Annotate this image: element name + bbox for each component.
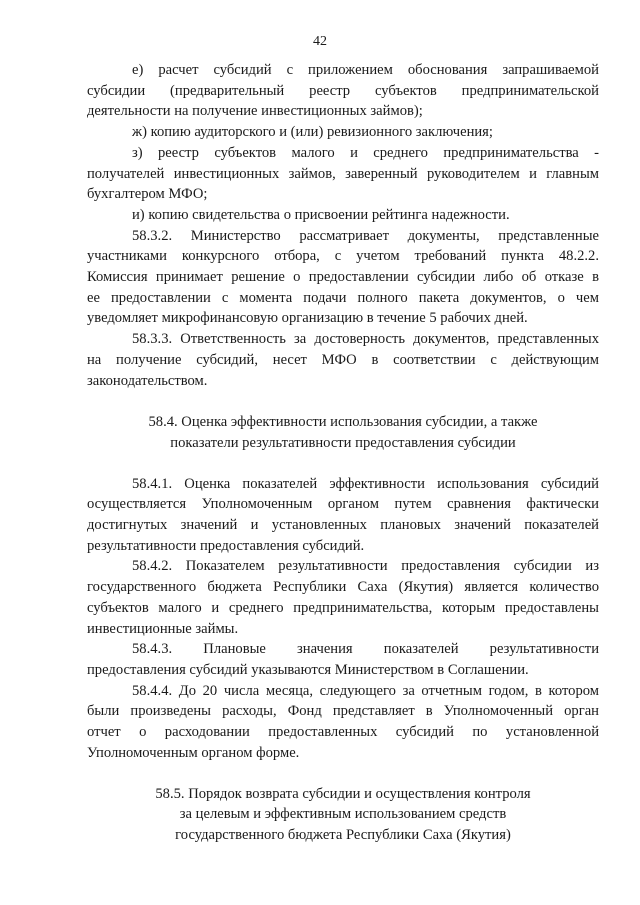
text-line: уведомляет микрофинансовую организацию в течение 5 рабочих дней. — [87, 310, 528, 327]
section-heading-58-4 — [87, 412, 599, 453]
text-line: государственного бюджета Республики Саха (Якутия) является количество — [87, 579, 599, 596]
text-line: и) копию свидетельства о присвоении рейтинга надежности. — [132, 206, 510, 223]
paragraph — [87, 226, 599, 330]
document-body — [87, 60, 599, 846]
text-line: ж) копию аудиторского и (или) ревизионного заключения; — [132, 124, 493, 141]
text-line: 58.4.1. Оценка показателей эффективности использования субсидий — [132, 475, 599, 492]
heading-line: за целевым и эффективным использованием средств — [179, 806, 507, 823]
text-line: осуществляется Уполномоченным органом путем сравнения фактически — [87, 496, 599, 513]
text-line: 58.4.2. Показателем результативности предоставления субсидии из — [132, 558, 599, 575]
text-line: законодательством. — [87, 372, 208, 389]
text-line: деятельности на получение инвестиционных займов); — [87, 103, 423, 120]
text-line: субъектов малого и среднего предпринимательства, которым предоставлены — [87, 599, 599, 616]
text-line: отчет о расходовании предоставленных субсидий по установленной — [87, 724, 599, 741]
text-line: з) реестр субъектов малого и среднего предпринимательства - — [132, 144, 599, 161]
text-line: участниками конкурсного отбора, с учетом требований пункта 48.2.2. — [87, 248, 599, 265]
text-line: на получение субсидий, несет МФО в соответствии с действующим — [87, 351, 599, 368]
paragraph — [87, 143, 599, 205]
spacer — [87, 454, 599, 474]
text-line: 58.3.2. Министерство рассматривает документы, представленные — [132, 227, 599, 244]
text-line: бухгалтером МФО; — [87, 186, 208, 203]
text-line: субсидии (предварительный реестр субъектов предпринимательской — [87, 82, 599, 99]
paragraph — [87, 639, 599, 680]
paragraph — [87, 681, 599, 764]
paragraph — [87, 474, 599, 557]
text-line: предоставления субсидий указываются Министерством в Соглашении. — [87, 661, 529, 678]
text-line: е) расчет субсидий с приложением обоснования запрашиваемой — [132, 62, 599, 78]
text-line: Уполномоченным органом форме. — [87, 744, 300, 761]
text-line: Комиссия принимает решение о предоставлении субсидии либо об отказе в — [87, 269, 599, 286]
paragraphs-before — [87, 60, 599, 391]
spacer — [87, 764, 599, 784]
text-line: 58.3.3. Ответственность за достоверность документов, представленных — [132, 331, 599, 348]
paragraph — [87, 205, 599, 226]
paragraph — [87, 60, 599, 122]
text-line: достигнутых значений и установленных плановых значений показателей — [87, 517, 599, 534]
paragraph — [87, 122, 599, 143]
paragraphs-58-4 — [87, 474, 599, 764]
heading-line: 58.5. Порядок возврата субсидии и осуществления контроля — [155, 785, 531, 802]
text-line: ее предоставлении с момента подачи полного пакета документов, о чем — [87, 289, 599, 306]
heading-line: государственного бюджета Республики Саха (Якутия) — [175, 826, 511, 843]
text-line: были произведены расходы, Фонд представляет в Уполномоченный орган — [87, 703, 599, 720]
text-line: результативности предоставления субсидий. — [87, 537, 365, 554]
page-number: 42 — [313, 34, 327, 49]
section-heading-58-5 — [87, 784, 599, 846]
text-line: 58.4.4. До 20 числа месяца, следующего за отчетным годом, в котором — [132, 682, 599, 699]
text-line: инвестиционные займы. — [87, 620, 239, 637]
text-line: 58.4.3. Плановые значения показателей результативности — [132, 641, 599, 658]
heading-line: показатели результативности предоставления субсидии — [170, 434, 516, 451]
heading-line: 58.4. Оценка эффективности использования субсидии, а также — [148, 414, 538, 431]
spacer — [87, 391, 599, 412]
paragraph — [87, 329, 599, 391]
paragraph — [87, 556, 599, 639]
text-line: получателей инвестиционных займов, заверенный руководителем и главным — [87, 165, 599, 182]
